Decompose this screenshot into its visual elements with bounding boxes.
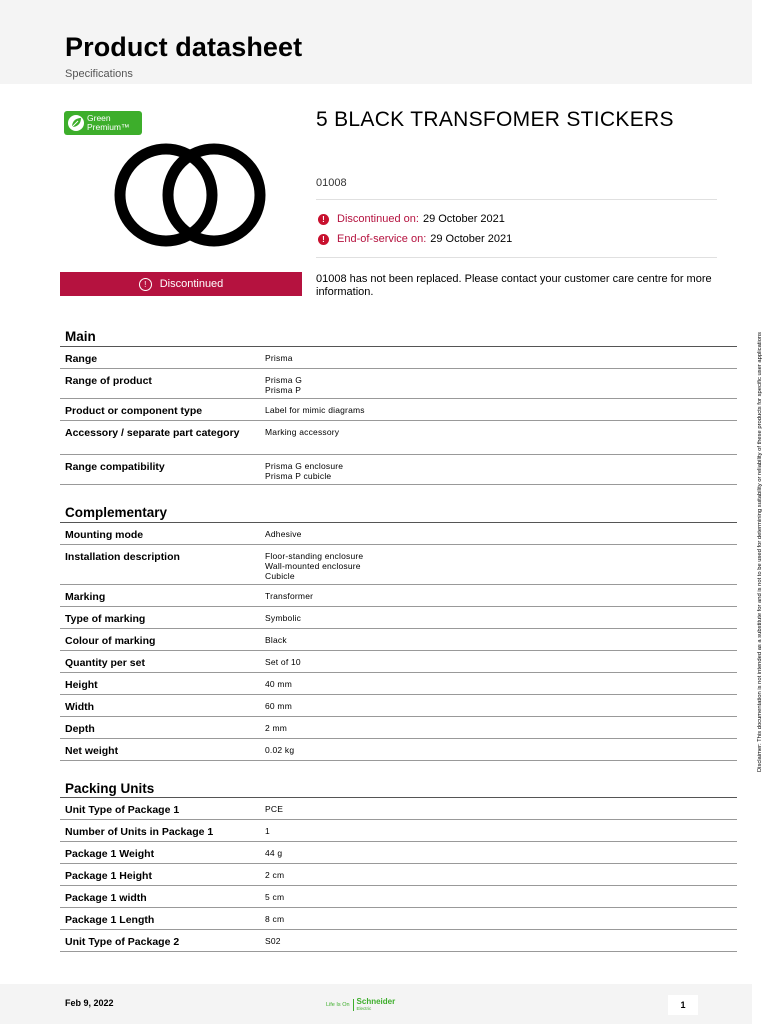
spec-key: Package 1 Weight: [65, 848, 155, 860]
spec-value: 44 g: [265, 848, 283, 858]
product-reference: 01008: [316, 177, 347, 189]
spec-row: [60, 930, 737, 952]
divider: [316, 199, 717, 200]
spec-key: Unit Type of Package 1: [65, 804, 180, 816]
spec-value: 60 mm: [265, 701, 292, 711]
spec-row: [60, 673, 737, 695]
spec-key: Width: [65, 701, 95, 713]
spec-key: Number of Units in Package 1: [65, 826, 214, 838]
spec-row: [60, 908, 737, 930]
spec-value: S02: [265, 936, 281, 946]
spec-row: [60, 820, 737, 842]
spec-value: Prisma G enclosure Prisma P cubicle: [265, 461, 344, 481]
logo-brand-sub: Electric: [356, 1006, 372, 1011]
page-title: Product datasheet: [65, 32, 303, 62]
spec-row: [60, 717, 737, 739]
spec-key: Package 1 Height: [65, 870, 152, 882]
spec-row: [60, 864, 737, 886]
spec-key: Net weight: [65, 745, 119, 757]
spec-value: Prisma G Prisma P: [265, 375, 303, 395]
brand-logo: [326, 998, 395, 1012]
end-of-service-status: [318, 233, 512, 245]
spec-value: Adhesive: [265, 529, 302, 539]
alert-icon: !: [318, 214, 329, 225]
spec-key: Package 1 width: [65, 892, 147, 904]
spec-value: 1: [265, 826, 270, 836]
spec-row: [60, 455, 737, 485]
spec-value: Symbolic: [265, 613, 302, 623]
disclaimer: Disclaimer: This documentation is not intended as a substitute for and is not to be used for determining suitability or reliability of these products for specific user applications: [757, 331, 763, 772]
spec-value: 0.02 kg: [265, 745, 295, 755]
logo-brand-name: Schneider: [356, 997, 396, 1006]
spec-value: 40 mm: [265, 679, 292, 689]
divider: [316, 257, 717, 258]
discontinued-banner-label: Discontinued: [159, 278, 224, 290]
spec-row: [60, 886, 737, 908]
section-title-complementary: Complementary: [65, 505, 168, 520]
spec-key: Quantity per set: [65, 657, 145, 669]
discontinued-status: [318, 213, 505, 225]
spec-row: [60, 421, 737, 455]
spec-key: Range of product: [65, 375, 152, 387]
discontinued-banner: [60, 272, 302, 296]
spec-row: [60, 545, 737, 585]
spec-key: Installation description: [65, 551, 180, 563]
spec-value: Marking accessory: [265, 427, 340, 437]
spec-row: [60, 629, 737, 651]
spec-value: 5 cm: [265, 892, 285, 902]
product-name: 5 BLACK TRANSFOMER STICKERS: [316, 108, 674, 131]
spec-row: [60, 369, 737, 399]
spec-key: Package 1 Length: [65, 914, 155, 926]
spec-value: Transformer: [265, 591, 314, 601]
leaf-icon: [67, 114, 85, 132]
spec-row: [60, 347, 737, 369]
footer-date: Feb 9, 2022: [65, 998, 114, 1008]
spec-row: [60, 739, 737, 761]
page-subtitle: Specifications: [65, 68, 133, 80]
spec-key: Range compatibility: [65, 461, 165, 473]
spec-key: Marking: [65, 591, 106, 603]
logo-tagline: Life Is On: [326, 1002, 350, 1008]
spec-key: Type of marking: [65, 613, 146, 625]
badge-line2: Premium™: [87, 122, 130, 132]
spec-key: Accessory / separate part category: [65, 427, 240, 439]
logo-brand: [357, 998, 396, 1012]
spec-key: Mounting mode: [65, 529, 144, 541]
end-of-service-date: 29 October 2021: [430, 233, 513, 245]
spec-value: Floor-standing enclosure Wall-mounted enclosure Cubicle: [265, 551, 364, 581]
discontinued-date: 29 October 2021: [422, 213, 505, 225]
exclamation-icon: !: [139, 278, 152, 291]
spec-row: [60, 399, 737, 421]
spec-value: Set of 10: [265, 657, 301, 667]
spec-row: [60, 695, 737, 717]
section-title-main: Main: [65, 329, 96, 344]
badge-line1: Green: [87, 113, 111, 123]
spec-value: 2 mm: [265, 723, 288, 733]
spec-row: [60, 842, 737, 864]
spec-key: Height: [65, 679, 98, 691]
spec-value: 2 cm: [265, 870, 285, 880]
spec-key: Product or component type: [65, 405, 203, 417]
replacement-note: 01008 has not been replaced. Please contact your customer care centre for more information.: [316, 273, 712, 298]
alert-icon: !: [318, 234, 329, 245]
spec-key: Colour of marking: [65, 635, 156, 647]
logo-separator: [353, 999, 354, 1011]
spec-value: Black: [265, 635, 287, 645]
spec-value: PCE: [265, 804, 284, 814]
spec-key: Range: [65, 353, 98, 365]
spec-row: [60, 607, 737, 629]
product-image-rings: [110, 140, 290, 250]
section-title-packing: Packing Units: [65, 781, 155, 796]
spec-row: [60, 798, 737, 820]
spec-value: Label for mimic diagrams: [265, 405, 365, 415]
green-premium-badge: [64, 111, 142, 135]
spec-value: Prisma: [265, 353, 293, 363]
page-number: 1: [668, 995, 698, 1015]
spec-row: [60, 585, 737, 607]
spec-key: Depth: [65, 723, 95, 735]
spec-row: [60, 523, 737, 545]
end-of-service-label: End-of-service on:: [337, 233, 427, 245]
spec-value: 8 cm: [265, 914, 285, 924]
spec-key: Unit Type of Package 2: [65, 936, 180, 948]
spec-row: [60, 651, 737, 673]
discontinued-label: Discontinued on:: [337, 213, 419, 225]
